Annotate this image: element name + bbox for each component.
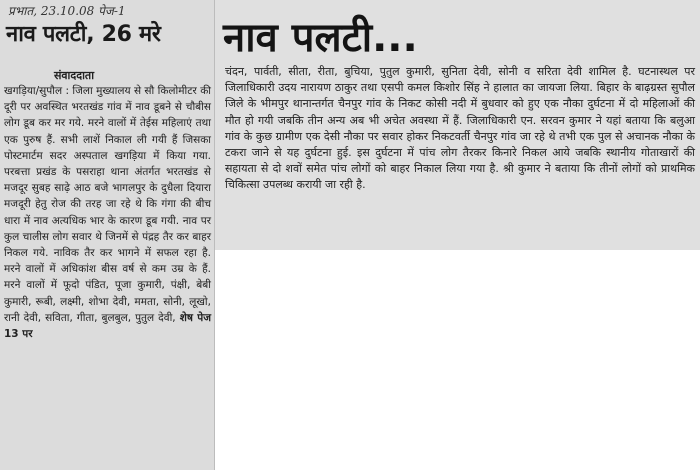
right-news-clipping: [215, 0, 700, 250]
handwritten-date-note: प्रभात, 23.10.08 पेज-1: [8, 4, 126, 18]
left-body-text: खगड़िया/सुपौल : जिला मुख्यालय से सौ किलोमीटर की दूरी पर अवस्थित भरतखंड गांव में नाव डूबने से चौबीस लोग डूब कर मर गये. मरने वालों में तेईस महिलाएं तथा एक पुरुष हैं. सभी लाशें निकाल ली गयी हैं जिसका पोस्टमार्टम सदर अस्पताल खगड़िया में किया गया. परबत्ता प्रखंड के पसराहा थाना अंतर्गत भरतखंड से मजदूर सुबह साढ़े आठ बजे भागलपुर के दुधैला दियारा मजदूरी हेतु रोज की तरह जा रहे थे कि गंगा की बीच धारा में नाव अत्यधिक भार के कारण डूब गयी. नाव पर कुल चालीस लोग सवार थे जिनमें से पंद्रह तैर कर बाहर निकल गये. नाविक तैर कर भागने में सफल रहा है. मरने वालों में अधिकांश बीस वर्ष से कम उम्र के हैं. मरने वालों में फूदो पंडित, पूजा कुमारी, पंक्षी, बेबी कुमारी, रूबी, लक्ष्मी, शोभा देवी, ममता, सोनी, लूखो, रानी देवी, सविता, गीता, बुलबुल, पुतुल देवी,: [4, 85, 211, 324]
left-headline: नाव पलटी, 26 मरे: [6, 22, 161, 47]
continued-note: शेष पेज 13 पर: [4, 311, 211, 341]
right-body-text: चंदन, पार्वती, सीता, रीता, बुचिया, पुतुल कुमारी, सुनिता देवी, सोनी व सरिता देवी शामिल है. घटनास्थल पर जिलाधिकारी उदय नारायण ठाकुर तथा एसपी कमल किशोर सिंह ने हालात का जायजा लिया. बिहार के बाढ़ग्रस्त सुपौल जिले के भीमपुर थानान्तर्गत चैनपुर गांव के निकट कोसी नदी में बुधवार को हुए एक नौका दुर्घटना में दो महिलाओं की मौत हो गयी जबकि तीन अन्य अब भी अचेत अवस्था में हैं. जिलाधिकारी एन. सरवन कुमार ने यहां बताया कि बलुआ गांव के कुछ ग्रामीण एक देसी नौका पर सवार होकर निकटवर्ती चैनपुर गांव जा रहे थे तभी एक पुल से अचानक नौका के टकरा जाने से यह दुर्घटना हुई. इस दुर्घटना में पांच लोग तैरकर किनारे निकल आये जबकि स्थानीय गोताखारों की सहायता से दो शवों समेत पांच लोगों को बाहर निकाल लिया गया है. श्री कुमार ने बताया कि तीनों लोगों को प्राथमिक चिकित्सा उपलब्ध करायी जा रही है.: [225, 65, 695, 192]
right-article-body: [225, 64, 695, 194]
byline: संवाददाता: [54, 69, 95, 82]
right-headline: नाव पलटी...: [223, 15, 418, 61]
left-article-body: [4, 83, 211, 342]
left-news-clipping: [0, 0, 215, 470]
